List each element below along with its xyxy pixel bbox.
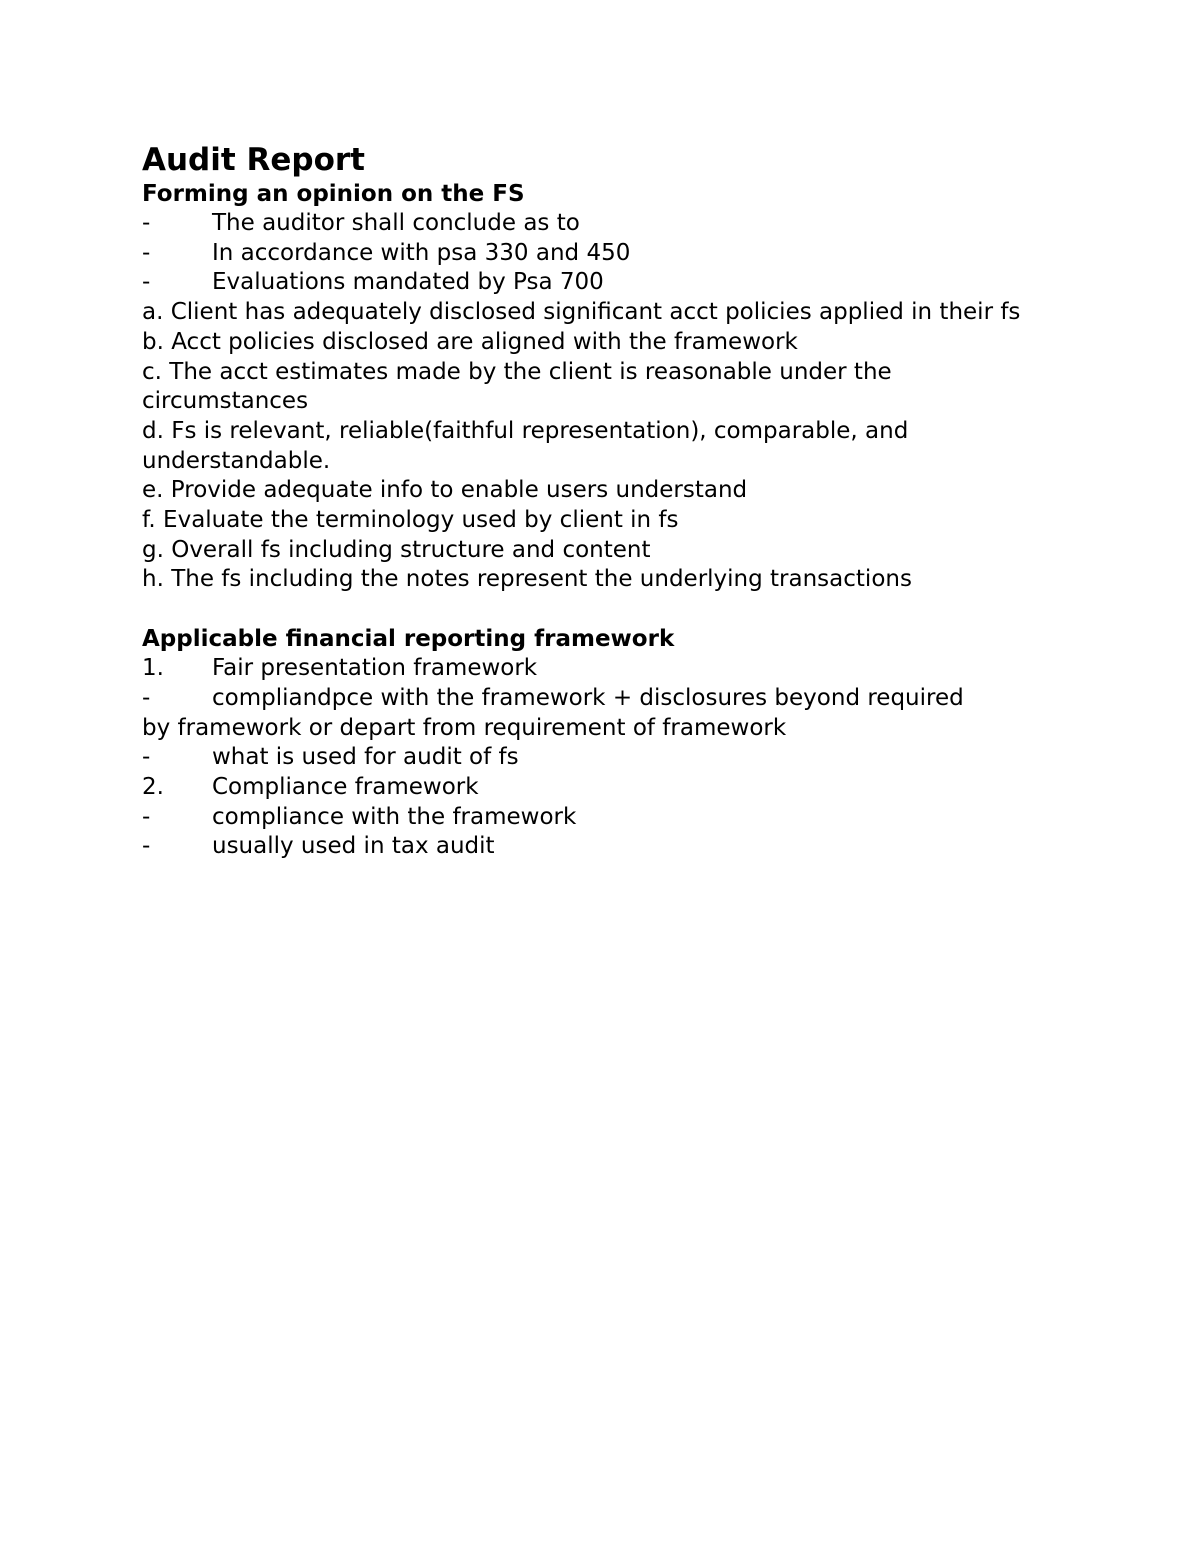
bullet-text: Evaluations mandated by Psa 700: [212, 269, 604, 296]
list-item: [142, 803, 1062, 833]
document-content: [142, 141, 1062, 862]
list-marker: -: [142, 684, 151, 711]
list-item-c: c. The acct estimates made by the client is reasonable under the circumstances: [142, 358, 892, 415]
bullet-item: [142, 239, 1062, 269]
list-item-e: e. Provide adequate info to enable users understand: [142, 477, 748, 504]
list-marker: -: [142, 744, 151, 771]
list-item-g: g. Overall fs including structure and content: [142, 536, 651, 563]
list-text: compliance with the framework: [212, 803, 577, 830]
bullet-item: [142, 209, 1062, 239]
list-marker: -: [142, 833, 151, 860]
section-heading-framework: Applicable financial reporting framework: [142, 626, 675, 653]
list-item-h: h. The fs including the notes represent the underlying transactions: [142, 566, 912, 593]
list-text: compliandpce with the framework + disclosures beyond required: [212, 684, 964, 711]
bullet-text: The auditor shall conclude as to: [212, 210, 580, 236]
list-text: what is used for audit of fs: [212, 744, 519, 771]
list-item-b: b. Acct policies disclosed are aligned with the framework: [142, 328, 798, 355]
list-item: [142, 773, 1062, 803]
list-marker: -: [142, 803, 151, 830]
list-item: [142, 743, 1062, 773]
bullet-marker: -: [142, 239, 151, 266]
list-text: Fair presentation framework: [212, 655, 538, 682]
list-item-a: a. Client has adequately disclosed significant acct policies applied in their fs: [142, 299, 1021, 326]
section-heading-forming-opinion: Forming an opinion on the FS: [142, 181, 525, 207]
list-marker: 2.: [142, 773, 164, 800]
list-item: [142, 832, 1062, 862]
bullet-marker: -: [142, 210, 151, 236]
list-text: Compliance framework: [212, 773, 479, 800]
list-marker: 1.: [142, 655, 164, 682]
list-item-f: f. Evaluate the terminology used by client in fs: [142, 507, 679, 534]
section-spacer: [142, 595, 1062, 624]
list-text-continuation: by framework or depart from requirement of framework: [142, 714, 787, 741]
list-item: [142, 684, 1062, 714]
list-item: [142, 654, 1062, 684]
document-title: Audit Report: [142, 142, 365, 178]
list-text: usually used in tax audit: [212, 833, 495, 860]
list-item-d: d. Fs is relevant, reliable(faithful representation), comparable, and understandable.: [142, 417, 909, 474]
bullet-item: [142, 268, 1062, 298]
bullet-text: In accordance with psa 330 and 450: [212, 239, 631, 266]
bullet-marker: -: [142, 269, 151, 296]
